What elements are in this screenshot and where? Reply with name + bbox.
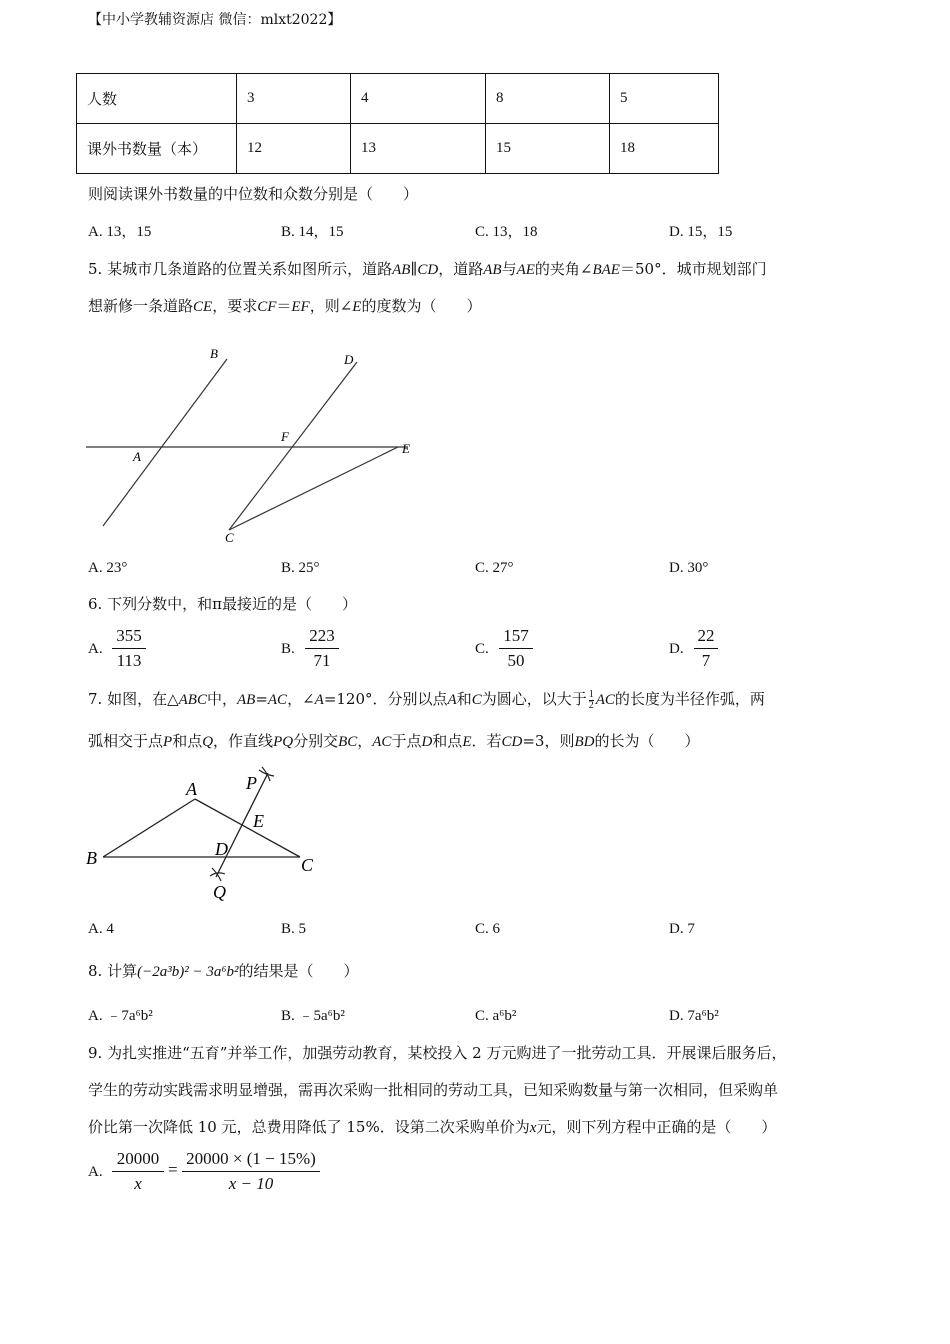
q7-math: PQ <box>273 734 294 750</box>
q9-option-a-rhs-fraction <box>182 1148 320 1195</box>
q7-text: ，∠ <box>287 690 315 708</box>
label-p: P <box>246 773 257 793</box>
q9-option-a-lhs-fraction <box>112 1148 164 1195</box>
q7-math: AC <box>372 734 392 750</box>
q9-text: 元，则下列方程中正确的是（ ） <box>536 1118 777 1136</box>
table-cell: 3 <box>237 74 351 124</box>
table-cell: 4 <box>351 74 486 124</box>
q7-option-a: A. 4 <box>88 921 114 937</box>
label-b: B <box>210 346 218 361</box>
label-a: A <box>186 779 197 799</box>
q7-math: P <box>163 734 173 750</box>
q7-text: =3，则 <box>522 732 575 750</box>
q5-math: AB <box>392 262 411 278</box>
q9-text: 价比第一次降低 10 元，总费用降低了 15%．设第二次采购单价为 <box>88 1118 530 1136</box>
q5-math: ＝ <box>276 297 292 315</box>
q4-option-d: D. 15，15 <box>669 224 733 240</box>
q9-math: x <box>529 1120 537 1136</box>
table-cell: 12 <box>237 124 351 174</box>
q5-text: 的夹角∠ <box>534 260 593 278</box>
q6-option-c-letter: C. <box>475 641 489 657</box>
q7-text: ，作直线 <box>213 732 274 750</box>
q7-math: C <box>471 692 482 708</box>
q8-expression: (−2a³b)² − 3a⁶b² <box>137 964 239 980</box>
q7-text: 的长度为半径作弧，两 <box>614 690 765 708</box>
q7-math: A <box>447 692 457 708</box>
q5-math: AB <box>483 262 502 278</box>
q5-text: ，要求 <box>212 297 258 315</box>
q7-text: ， <box>357 732 373 750</box>
q5-math: ∥ <box>410 260 418 278</box>
q8-option-a: A. ﹣7a⁶b² <box>88 1008 153 1024</box>
fraction-denominator: 7 <box>701 651 711 670</box>
q5-number: 5. <box>88 260 103 278</box>
q7-math: D <box>421 734 433 750</box>
label-a: A <box>133 449 141 464</box>
q5-math: AE <box>516 262 535 278</box>
q5-option-b: B. 25° <box>281 560 320 576</box>
q5-text: 与 <box>501 260 517 278</box>
q9-line-1: 9. 为扎实推进“五育”并举工作，加强劳动教育，某校投入 2 万元购进了一批劳动工具．开展课后服务后， <box>88 1044 787 1062</box>
table-row-label: 人数 <box>77 74 237 124</box>
q9-equals-sign: = <box>168 1160 178 1179</box>
label-q: Q <box>213 882 226 902</box>
q7-text: 7. 如图，在△ <box>88 690 179 708</box>
fraction-numerator: 1 <box>588 688 594 700</box>
q8-option-c: C. a⁶b² <box>475 1008 517 1024</box>
label-d: D <box>215 839 228 859</box>
q7-text: 弧相交于点 <box>88 732 164 750</box>
label-b: B <box>86 848 97 868</box>
q4-option-a: A. 13，15 <box>88 224 152 240</box>
q7-text: 分别交 <box>293 732 339 750</box>
q5-option-d: D. 30° <box>669 560 709 576</box>
fraction-denominator: 113 <box>116 651 142 670</box>
q5-text: 的度数为（ ） <box>361 297 482 315</box>
table-cell: 5 <box>610 74 719 124</box>
q7-text: 中， <box>206 690 237 708</box>
q7-text: 和点 <box>432 732 463 750</box>
q8-text: 8. 计算 <box>88 962 138 980</box>
q4-option-b: B. 14，15 <box>281 224 344 240</box>
q8-option-b: B. ﹣5a⁶b² <box>281 1008 345 1024</box>
header-watermark: 【中小学教辅资源店 微信：mlxt2022】 <box>88 12 342 28</box>
q7-option-b: B. 5 <box>281 921 307 937</box>
fraction-denominator: x − 10 <box>228 1174 274 1193</box>
q8-text: 的结果是（ ） <box>238 962 359 980</box>
q8-stem <box>88 961 359 982</box>
q7-math: ABC <box>178 692 207 708</box>
q7-math: BC <box>338 734 358 750</box>
q5-math: E <box>352 299 362 315</box>
q6-option-d-letter: D. <box>669 641 684 657</box>
q6-stem: 6. 下列分数中，和π最接近的是（ ） <box>88 595 357 613</box>
fraction-numerator: 22 <box>697 626 715 645</box>
label-e: E <box>402 441 410 456</box>
q7-option-c: C. 6 <box>475 921 501 937</box>
q5-math: CE <box>193 299 213 315</box>
q5-math: BAE <box>592 262 620 278</box>
fraction-numerator: 223 <box>309 626 335 645</box>
q7-math: BD <box>574 734 595 750</box>
q7-math: AC <box>267 692 288 708</box>
q5-text: ，则∠ <box>309 297 353 315</box>
q7-option-d: D. 7 <box>669 921 695 937</box>
fraction-numerator: 157 <box>503 626 529 645</box>
fraction-denominator: x <box>134 1174 142 1193</box>
fraction-bar <box>112 1171 164 1172</box>
fraction-numerator: 20000 <box>116 1149 160 1168</box>
q7-text: 的长为（ ） <box>594 732 700 750</box>
label-e: E <box>253 811 264 831</box>
q7-text: 为圆心，以大于 <box>481 690 587 708</box>
q9-option-a-letter: A. <box>88 1164 103 1180</box>
q7-math: A <box>314 692 324 708</box>
table-cell: 15 <box>486 124 610 174</box>
q7-text: 于点 <box>391 732 422 750</box>
q5-text: ，道路 <box>438 260 484 278</box>
q7-math: Q <box>202 734 214 750</box>
q9-line-2: 学生的劳动实践需求明显增强，需再次采购一批相同的劳动工具，已知采购数量与第一次相同，但采购单 <box>88 1081 779 1099</box>
label-d: D <box>344 352 354 367</box>
fraction-denominator: 50 <box>507 651 525 670</box>
q6-option-a-letter: A. <box>88 641 103 657</box>
q5-math: CF <box>257 299 277 315</box>
table-cell: 18 <box>610 124 719 174</box>
q7-text: 和点 <box>172 732 203 750</box>
q5-math: CD <box>417 262 439 278</box>
q5-option-c: C. 27° <box>475 560 514 576</box>
table-row-label: 课外书数量（本） <box>77 124 237 174</box>
fraction-bar <box>182 1171 320 1172</box>
fraction-numerator: 20000 × (1 − 15%) <box>186 1149 316 1168</box>
label-f: F <box>281 429 289 444</box>
q7-text: ．若 <box>471 732 502 750</box>
q7-math: = <box>255 690 268 708</box>
q7-math: AC <box>595 692 615 708</box>
label-c: C <box>225 530 234 545</box>
segment-ac <box>195 799 300 857</box>
fraction-denominator: 71 <box>313 651 331 670</box>
q5-text: 想新修一条道路 <box>88 297 194 315</box>
fraction-numerator: 355 <box>116 626 142 645</box>
q7-text: =120°．分别以点 <box>323 690 448 708</box>
q7-math: AB <box>236 692 256 708</box>
q4-option-c: C. 13，18 <box>475 224 538 240</box>
segment-ba <box>103 799 195 857</box>
q7-math: CD <box>501 734 523 750</box>
q6-option-b-letter: B. <box>281 641 295 657</box>
table-cell: 8 <box>486 74 610 124</box>
q5-text: 某城市几条道路的位置关系如图所示，道路 <box>107 260 393 278</box>
q5-option-a: A. 23° <box>88 560 128 576</box>
q4-stem: 则阅读课外书数量的中位数和众数分别是（ ） <box>88 185 419 203</box>
q5-text: ＝50°．城市规划部门 <box>619 260 767 278</box>
q7-text: 和 <box>456 690 472 708</box>
fraction-denominator: 2 <box>588 699 594 711</box>
q7-math: E <box>462 734 472 750</box>
q9-line-3 <box>88 1117 776 1138</box>
q8-option-d: D. 7a⁶b² <box>669 1008 719 1024</box>
table-cell: 13 <box>351 124 486 174</box>
label-c: C <box>301 855 314 875</box>
q5-math: EF <box>291 299 310 315</box>
